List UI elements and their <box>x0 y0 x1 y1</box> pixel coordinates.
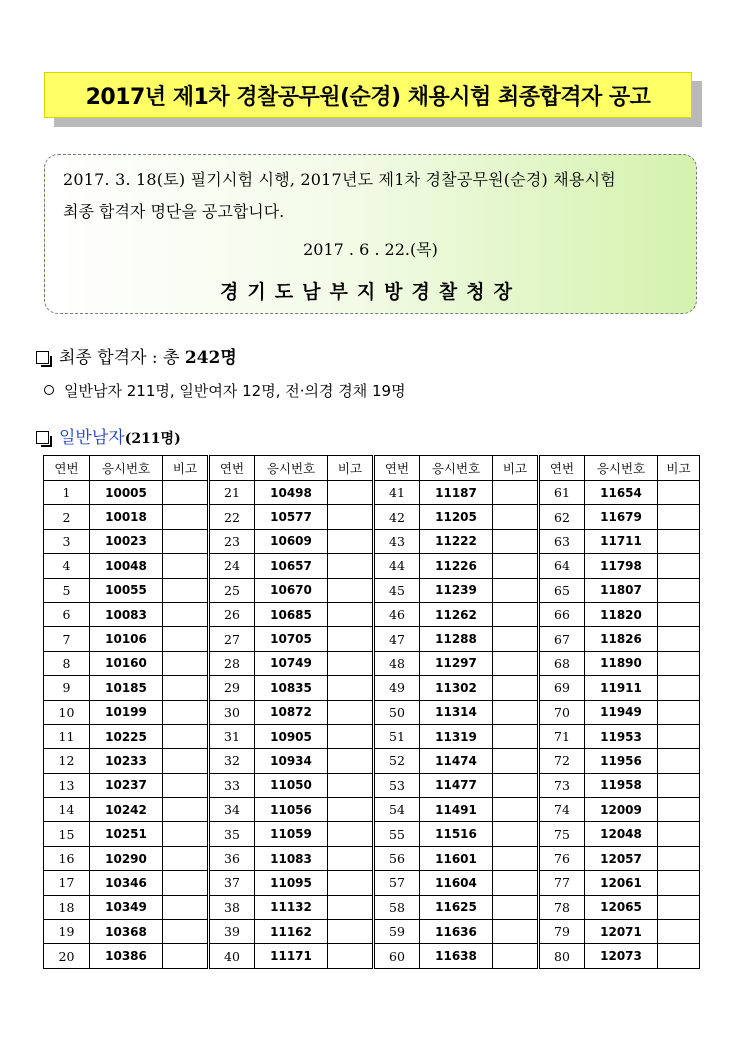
row-number-cell: 9 <box>44 676 90 700</box>
exam-number-cell: 10346 <box>90 871 163 895</box>
exam-number-cell: 10237 <box>90 773 163 797</box>
remarks-cell <box>163 529 209 553</box>
row-number-cell: 22 <box>209 505 255 529</box>
exam-number-cell: 11474 <box>420 749 493 773</box>
row-number-cell: 40 <box>209 944 255 968</box>
notice-box <box>44 154 697 314</box>
header-exam-number: 응시번호 <box>90 456 163 481</box>
remarks-cell <box>658 481 700 505</box>
remarks-cell <box>493 798 539 822</box>
remarks-cell <box>328 920 374 944</box>
row-number-cell: 78 <box>539 895 585 919</box>
remarks-cell <box>328 798 374 822</box>
remarks-cell <box>658 529 700 553</box>
remarks-cell <box>658 871 700 895</box>
remarks-cell <box>328 554 374 578</box>
table-row <box>44 505 700 529</box>
remarks-cell <box>493 895 539 919</box>
exam-number-cell: 12009 <box>585 798 658 822</box>
remarks-cell <box>163 700 209 724</box>
exam-number-cell: 11302 <box>420 676 493 700</box>
row-number-cell: 39 <box>209 920 255 944</box>
remarks-cell <box>493 627 539 651</box>
remarks-cell <box>658 944 700 968</box>
exam-number-cell: 11949 <box>585 700 658 724</box>
row-number-cell: 13 <box>44 773 90 797</box>
remarks-cell <box>328 944 374 968</box>
header-remarks: 비고 <box>163 456 209 481</box>
exam-number-cell: 10290 <box>90 846 163 870</box>
exam-number-cell: 10577 <box>255 505 328 529</box>
remarks-cell <box>328 749 374 773</box>
row-number-cell: 35 <box>209 822 255 846</box>
remarks-cell <box>493 505 539 529</box>
exam-number-cell: 11297 <box>420 651 493 675</box>
exam-number-cell: 10349 <box>90 895 163 919</box>
exam-number-cell: 11516 <box>420 822 493 846</box>
notice-line-2: 최종 합격자 명단을 공고합니다. <box>63 202 285 221</box>
table-row <box>44 798 700 822</box>
remarks-cell <box>163 676 209 700</box>
remarks-cell <box>493 651 539 675</box>
square-bullet-icon <box>36 351 49 364</box>
remarks-cell <box>163 773 209 797</box>
row-number-cell: 43 <box>374 529 420 553</box>
remarks-cell <box>493 676 539 700</box>
exam-number-cell: 11262 <box>420 602 493 626</box>
remarks-cell <box>493 724 539 748</box>
remarks-cell <box>163 798 209 822</box>
table-header-row <box>44 456 700 481</box>
table-row <box>44 529 700 553</box>
exam-number-cell: 10685 <box>255 602 328 626</box>
remarks-cell <box>658 505 700 529</box>
remarks-cell <box>658 749 700 773</box>
remarks-cell <box>658 846 700 870</box>
row-number-cell: 21 <box>209 481 255 505</box>
row-number-cell: 65 <box>539 578 585 602</box>
remarks-cell <box>163 871 209 895</box>
row-number-cell: 69 <box>539 676 585 700</box>
row-number-cell: 15 <box>44 822 90 846</box>
row-number-cell: 76 <box>539 846 585 870</box>
exam-number-cell: 12073 <box>585 944 658 968</box>
exam-number-cell: 11826 <box>585 627 658 651</box>
exam-number-cell: 11314 <box>420 700 493 724</box>
row-number-cell: 44 <box>374 554 420 578</box>
notice-line-1: 2017. 3. 18(토) 필기시험 시행, 2017년도 제1차 경찰공무원(순경) 채용시험 <box>63 170 616 189</box>
remarks-cell <box>328 505 374 529</box>
remarks-cell <box>658 602 700 626</box>
exam-number-cell: 11095 <box>255 871 328 895</box>
exam-number-cell: 10905 <box>255 724 328 748</box>
exam-number-cell: 10368 <box>90 920 163 944</box>
remarks-cell <box>493 749 539 773</box>
remarks-cell <box>163 602 209 626</box>
remarks-cell <box>163 822 209 846</box>
row-number-cell: 54 <box>374 798 420 822</box>
row-number-cell: 47 <box>374 627 420 651</box>
table-row <box>44 871 700 895</box>
header-no: 연번 <box>209 456 255 481</box>
exam-number-cell: 11222 <box>420 529 493 553</box>
table-row <box>44 651 700 675</box>
row-number-cell: 60 <box>374 944 420 968</box>
table-row <box>44 481 700 505</box>
exam-number-cell: 11059 <box>255 822 328 846</box>
square-bullet-icon <box>36 431 49 444</box>
row-number-cell: 10 <box>44 700 90 724</box>
exam-number-cell: 11477 <box>420 773 493 797</box>
table-row <box>44 895 700 919</box>
exam-number-cell: 11171 <box>255 944 328 968</box>
summary-total: 242명 <box>184 348 237 368</box>
row-number-cell: 4 <box>44 554 90 578</box>
table-row <box>44 602 700 626</box>
row-number-cell: 75 <box>539 822 585 846</box>
exam-number-cell: 11162 <box>255 920 328 944</box>
row-number-cell: 37 <box>209 871 255 895</box>
row-number-cell: 36 <box>209 846 255 870</box>
row-number-cell: 50 <box>374 700 420 724</box>
table-row <box>44 724 700 748</box>
row-number-cell: 56 <box>374 846 420 870</box>
remarks-cell <box>658 700 700 724</box>
row-number-cell: 34 <box>209 798 255 822</box>
exam-number-cell: 10251 <box>90 822 163 846</box>
row-number-cell: 45 <box>374 578 420 602</box>
header-exam-number: 응시번호 <box>420 456 493 481</box>
row-number-cell: 27 <box>209 627 255 651</box>
remarks-cell <box>163 724 209 748</box>
remarks-cell <box>163 846 209 870</box>
row-number-cell: 8 <box>44 651 90 675</box>
row-number-cell: 79 <box>539 920 585 944</box>
exam-number-cell: 10242 <box>90 798 163 822</box>
remarks-cell <box>328 895 374 919</box>
exam-number-cell: 12071 <box>585 920 658 944</box>
exam-number-cell: 11132 <box>255 895 328 919</box>
breakdown-text: 일반남자 211명, 일반여자 12명, 전·의경 경채 19명 <box>64 382 406 400</box>
remarks-cell <box>493 822 539 846</box>
row-number-cell: 38 <box>209 895 255 919</box>
remarks-cell <box>493 481 539 505</box>
exam-number-cell: 10705 <box>255 627 328 651</box>
remarks-cell <box>658 651 700 675</box>
table-row <box>44 578 700 602</box>
row-number-cell: 55 <box>374 822 420 846</box>
row-number-cell: 24 <box>209 554 255 578</box>
row-number-cell: 30 <box>209 700 255 724</box>
remarks-cell <box>493 578 539 602</box>
row-number-cell: 32 <box>209 749 255 773</box>
notice-organization: 경기도남부지방경찰청장 <box>220 281 521 303</box>
section-heading <box>36 423 181 448</box>
exam-number-cell: 11205 <box>420 505 493 529</box>
row-number-cell: 14 <box>44 798 90 822</box>
remarks-cell <box>493 944 539 968</box>
table-row <box>44 846 700 870</box>
section-name: 일반남자 <box>59 428 125 448</box>
breakdown-line <box>44 380 406 401</box>
table-row <box>44 700 700 724</box>
row-number-cell: 46 <box>374 602 420 626</box>
row-number-cell: 71 <box>539 724 585 748</box>
summary-line <box>36 343 237 368</box>
exam-number-cell: 11319 <box>420 724 493 748</box>
exam-number-cell: 11953 <box>585 724 658 748</box>
exam-number-cell: 10005 <box>90 481 163 505</box>
row-number-cell: 70 <box>539 700 585 724</box>
remarks-cell <box>658 578 700 602</box>
circle-bullet-icon <box>44 385 54 395</box>
passer-table <box>43 455 700 969</box>
remarks-cell <box>658 798 700 822</box>
row-number-cell: 68 <box>539 651 585 675</box>
exam-number-cell: 10749 <box>255 651 328 675</box>
header-remarks: 비고 <box>493 456 539 481</box>
exam-number-cell: 11050 <box>255 773 328 797</box>
remarks-cell <box>163 481 209 505</box>
exam-number-cell: 10934 <box>255 749 328 773</box>
row-number-cell: 53 <box>374 773 420 797</box>
row-number-cell: 7 <box>44 627 90 651</box>
row-number-cell: 33 <box>209 773 255 797</box>
exam-number-cell: 11491 <box>420 798 493 822</box>
exam-number-cell: 11083 <box>255 846 328 870</box>
exam-number-cell: 12057 <box>585 846 658 870</box>
remarks-cell <box>493 529 539 553</box>
exam-number-cell: 10233 <box>90 749 163 773</box>
exam-number-cell: 11890 <box>585 651 658 675</box>
exam-number-cell: 10023 <box>90 529 163 553</box>
row-number-cell: 25 <box>209 578 255 602</box>
remarks-cell <box>328 676 374 700</box>
exam-number-cell: 11807 <box>585 578 658 602</box>
header-exam-number: 응시번호 <box>585 456 658 481</box>
remarks-cell <box>163 578 209 602</box>
exam-number-cell: 11187 <box>420 481 493 505</box>
exam-number-cell: 10055 <box>90 578 163 602</box>
remarks-cell <box>493 871 539 895</box>
exam-number-cell: 11820 <box>585 602 658 626</box>
header-remarks: 비고 <box>328 456 374 481</box>
exam-number-cell: 11956 <box>585 749 658 773</box>
summary-label: 최종 합격자 : 총 <box>59 348 185 368</box>
exam-number-cell: 11679 <box>585 505 658 529</box>
remarks-cell <box>328 602 374 626</box>
exam-number-cell: 11601 <box>420 846 493 870</box>
exam-number-cell: 10498 <box>255 481 328 505</box>
row-number-cell: 80 <box>539 944 585 968</box>
table-row <box>44 676 700 700</box>
row-number-cell: 42 <box>374 505 420 529</box>
header-no: 연번 <box>374 456 420 481</box>
row-number-cell: 73 <box>539 773 585 797</box>
row-number-cell: 57 <box>374 871 420 895</box>
exam-number-cell: 10199 <box>90 700 163 724</box>
exam-number-cell: 10106 <box>90 627 163 651</box>
title-banner <box>44 72 692 118</box>
row-number-cell: 1 <box>44 481 90 505</box>
row-number-cell: 3 <box>44 529 90 553</box>
exam-number-cell: 11958 <box>585 773 658 797</box>
remarks-cell <box>328 529 374 553</box>
row-number-cell: 41 <box>374 481 420 505</box>
row-number-cell: 49 <box>374 676 420 700</box>
row-number-cell: 20 <box>44 944 90 968</box>
table-row <box>44 920 700 944</box>
exam-number-cell: 10018 <box>90 505 163 529</box>
exam-number-cell: 11604 <box>420 871 493 895</box>
row-number-cell: 52 <box>374 749 420 773</box>
header-remarks: 비고 <box>658 456 700 481</box>
row-number-cell: 48 <box>374 651 420 675</box>
exam-number-cell: 10835 <box>255 676 328 700</box>
exam-number-cell: 10185 <box>90 676 163 700</box>
exam-number-cell: 10225 <box>90 724 163 748</box>
exam-number-cell: 11636 <box>420 920 493 944</box>
exam-number-cell: 10872 <box>255 700 328 724</box>
remarks-cell <box>658 627 700 651</box>
exam-number-cell: 11288 <box>420 627 493 651</box>
remarks-cell <box>163 895 209 919</box>
table-row <box>44 822 700 846</box>
table-row <box>44 749 700 773</box>
remarks-cell <box>493 846 539 870</box>
remarks-cell <box>163 505 209 529</box>
header-no: 연번 <box>539 456 585 481</box>
remarks-cell <box>493 773 539 797</box>
notice-date: 2017 . 6 . 22.(목) <box>303 240 438 259</box>
remarks-cell <box>658 773 700 797</box>
table-row <box>44 944 700 968</box>
exam-number-cell: 11654 <box>585 481 658 505</box>
exam-number-cell: 10048 <box>90 554 163 578</box>
table-row <box>44 627 700 651</box>
row-number-cell: 66 <box>539 602 585 626</box>
exam-number-cell: 10657 <box>255 554 328 578</box>
remarks-cell <box>328 651 374 675</box>
remarks-cell <box>328 481 374 505</box>
table-row <box>44 773 700 797</box>
row-number-cell: 64 <box>539 554 585 578</box>
row-number-cell: 16 <box>44 846 90 870</box>
row-number-cell: 17 <box>44 871 90 895</box>
remarks-cell <box>493 700 539 724</box>
row-number-cell: 19 <box>44 920 90 944</box>
remarks-cell <box>163 554 209 578</box>
exam-number-cell: 12065 <box>585 895 658 919</box>
row-number-cell: 28 <box>209 651 255 675</box>
remarks-cell <box>163 920 209 944</box>
remarks-cell <box>328 578 374 602</box>
exam-number-cell: 12061 <box>585 871 658 895</box>
exam-number-cell: 10609 <box>255 529 328 553</box>
row-number-cell: 67 <box>539 627 585 651</box>
exam-number-cell: 10386 <box>90 944 163 968</box>
remarks-cell <box>328 627 374 651</box>
remarks-cell <box>493 602 539 626</box>
remarks-cell <box>163 749 209 773</box>
remarks-cell <box>658 676 700 700</box>
exam-number-cell: 10670 <box>255 578 328 602</box>
exam-number-cell: 11798 <box>585 554 658 578</box>
remarks-cell <box>328 773 374 797</box>
header-no: 연번 <box>44 456 90 481</box>
remarks-cell <box>328 724 374 748</box>
remarks-cell <box>163 944 209 968</box>
row-number-cell: 31 <box>209 724 255 748</box>
row-number-cell: 59 <box>374 920 420 944</box>
remarks-cell <box>658 554 700 578</box>
remarks-cell <box>163 627 209 651</box>
row-number-cell: 12 <box>44 749 90 773</box>
remarks-cell <box>658 822 700 846</box>
table-row <box>44 554 700 578</box>
row-number-cell: 62 <box>539 505 585 529</box>
exam-number-cell: 11911 <box>585 676 658 700</box>
page-title: 2017년 제1차 경찰공무원(순경) 채용시험 최종합격자 공고 <box>85 84 651 110</box>
remarks-cell <box>328 871 374 895</box>
row-number-cell: 72 <box>539 749 585 773</box>
exam-number-cell: 10083 <box>90 602 163 626</box>
row-number-cell: 23 <box>209 529 255 553</box>
exam-number-cell: 11239 <box>420 578 493 602</box>
row-number-cell: 74 <box>539 798 585 822</box>
remarks-cell <box>163 651 209 675</box>
exam-number-cell: 11056 <box>255 798 328 822</box>
section-count: (211명) <box>124 431 181 447</box>
remarks-cell <box>493 554 539 578</box>
remarks-cell <box>493 920 539 944</box>
header-exam-number: 응시번호 <box>255 456 328 481</box>
row-number-cell: 5 <box>44 578 90 602</box>
exam-number-cell: 11226 <box>420 554 493 578</box>
row-number-cell: 77 <box>539 871 585 895</box>
remarks-cell <box>658 920 700 944</box>
remarks-cell <box>658 895 700 919</box>
exam-number-cell: 11638 <box>420 944 493 968</box>
remarks-cell <box>328 700 374 724</box>
remarks-cell <box>328 822 374 846</box>
row-number-cell: 6 <box>44 602 90 626</box>
remarks-cell <box>328 846 374 870</box>
row-number-cell: 11 <box>44 724 90 748</box>
row-number-cell: 61 <box>539 481 585 505</box>
row-number-cell: 26 <box>209 602 255 626</box>
exam-number-cell: 12048 <box>585 822 658 846</box>
remarks-cell <box>658 724 700 748</box>
row-number-cell: 2 <box>44 505 90 529</box>
row-number-cell: 63 <box>539 529 585 553</box>
exam-number-cell: 10160 <box>90 651 163 675</box>
exam-number-cell: 11711 <box>585 529 658 553</box>
row-number-cell: 29 <box>209 676 255 700</box>
row-number-cell: 58 <box>374 895 420 919</box>
row-number-cell: 51 <box>374 724 420 748</box>
row-number-cell: 18 <box>44 895 90 919</box>
exam-number-cell: 11625 <box>420 895 493 919</box>
